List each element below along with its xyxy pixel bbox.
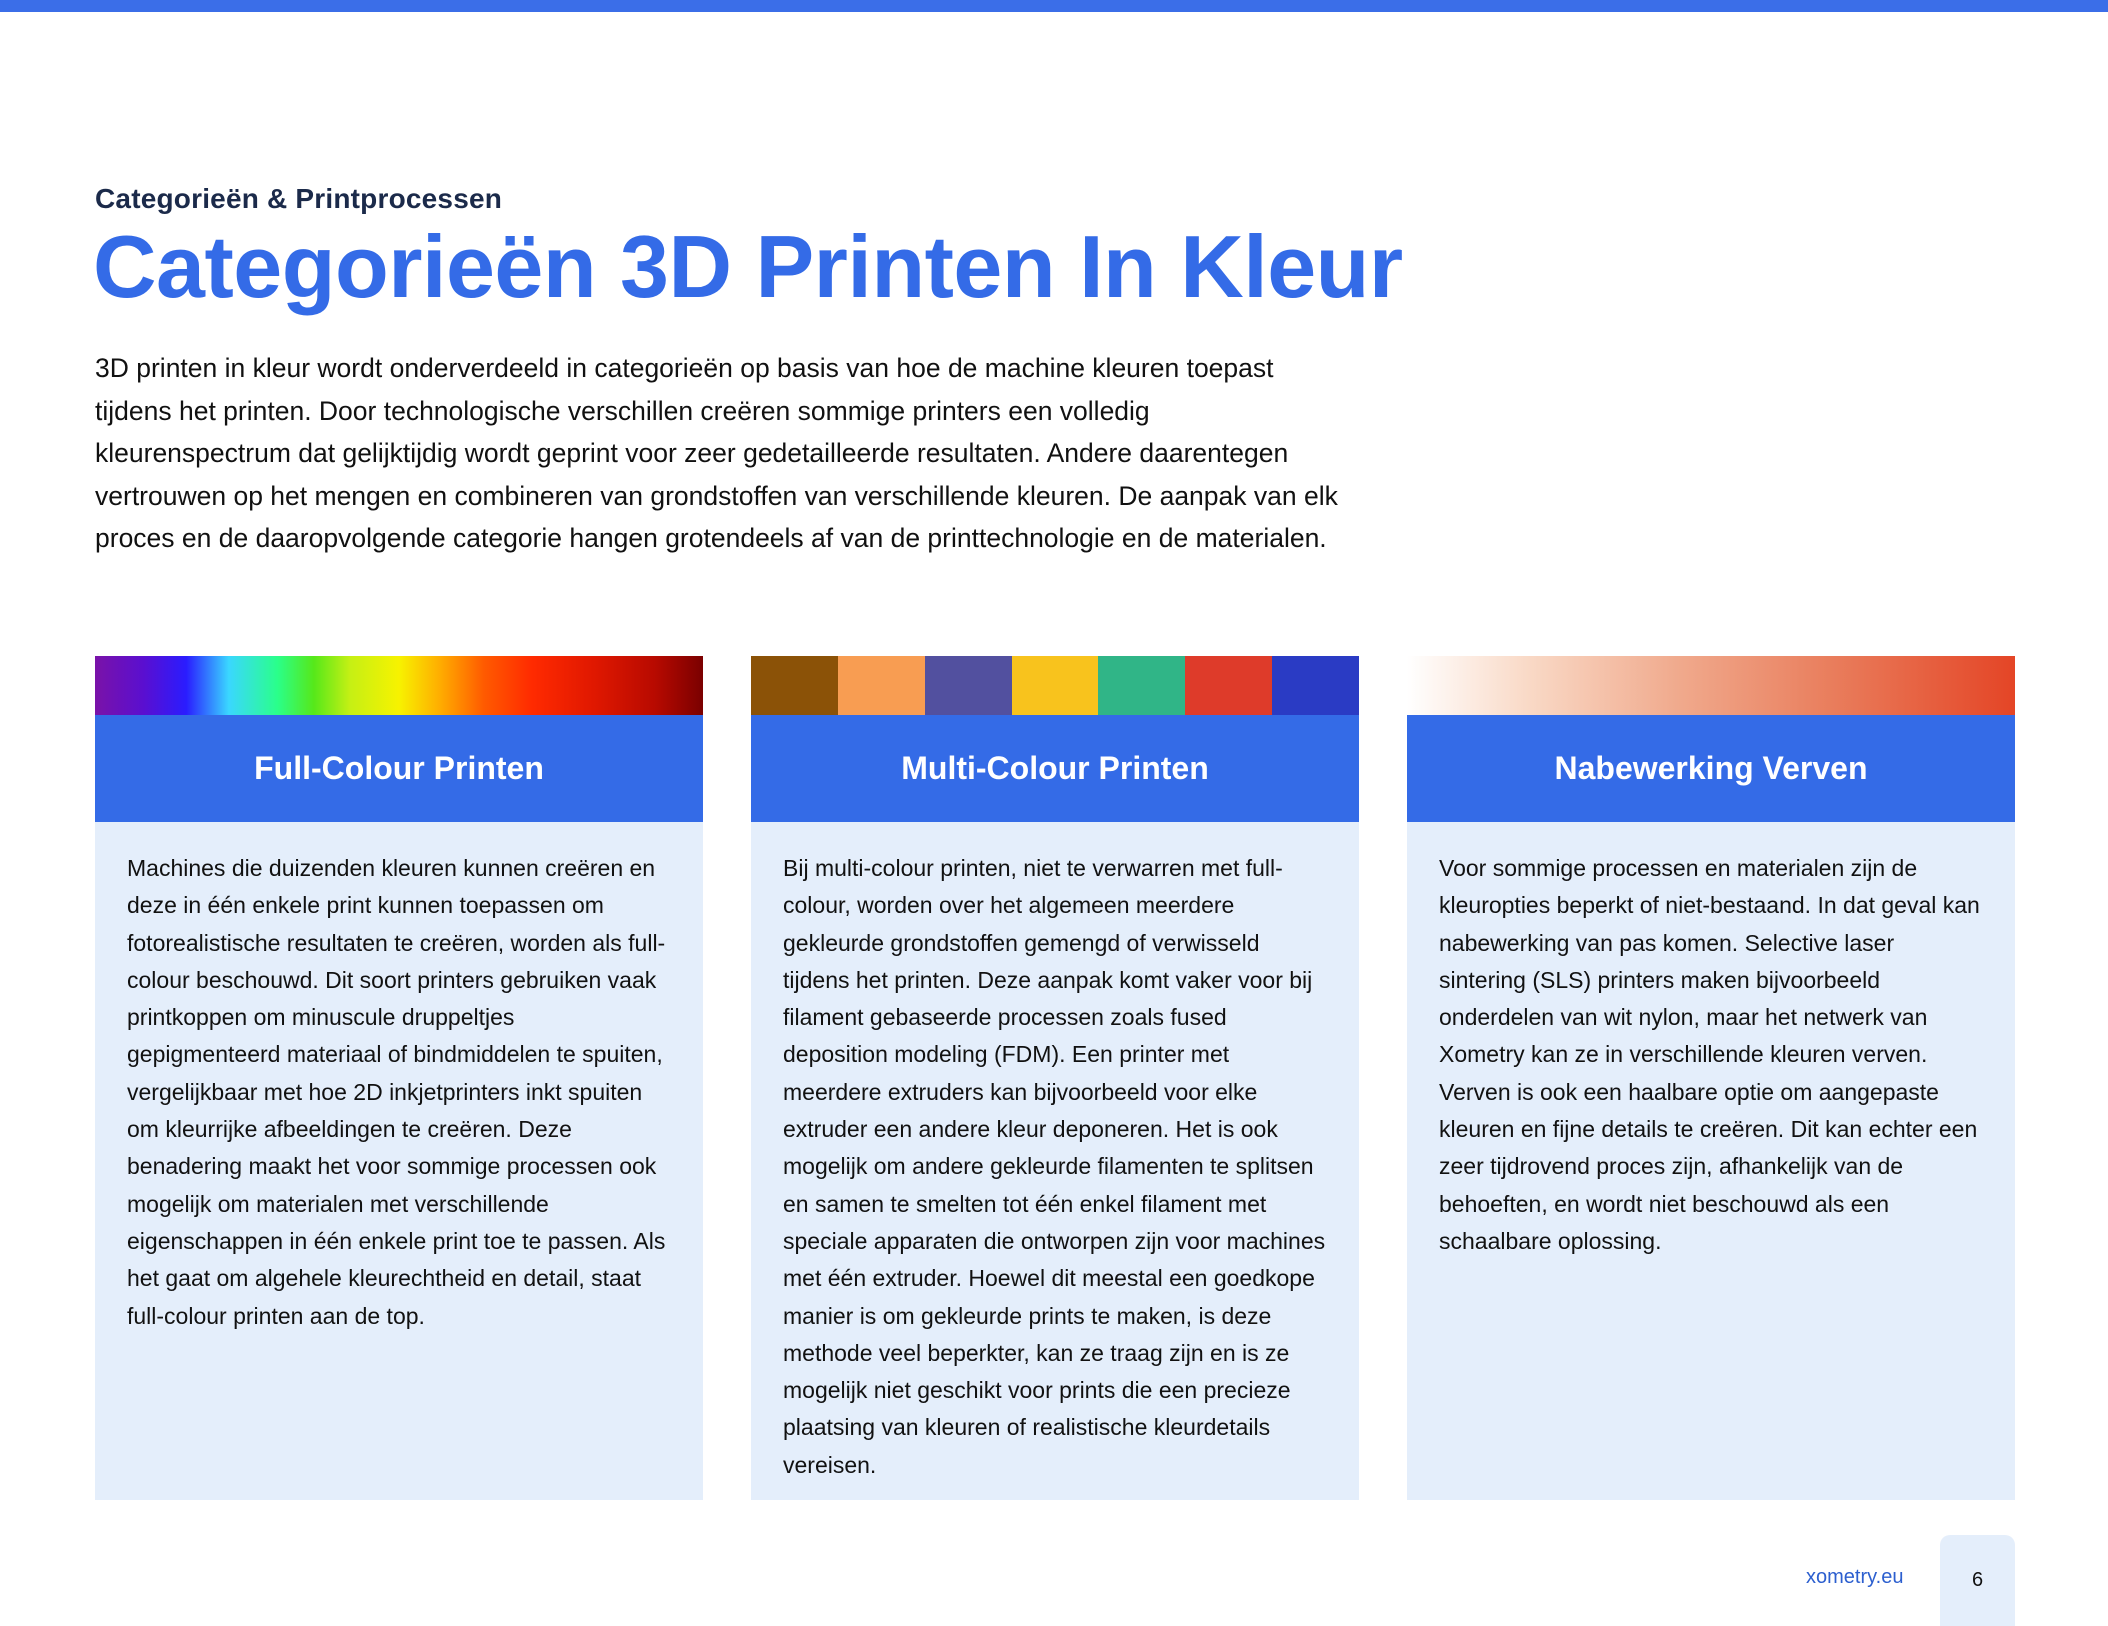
section-eyebrow: Categorieën & Printprocessen: [95, 183, 503, 214]
color-swatch: [925, 656, 1012, 715]
intro-paragraph: 3D printen in kleur wordt onderverdeeld in categorieën op basis van hoe de machine kleuren toepast tijdens het printen. Door technologische verschillen creëren sommige printers een volledig kleurenspectrum dat gelijktijdig wordt geprint voor zeer gedetailleerde resultaten. Andere daarentegen vertrouwen op het mengen en combineren van grondstoffen van verschillende kleuren. De aanpak van elk proces en de daaropvolgende categorie hangen grotendeels af van de printtechnologie en de materialen.: [95, 353, 1338, 553]
color-swatch: [1185, 656, 1272, 715]
color-swatch: [751, 656, 838, 715]
top-accent-bar: [0, 0, 2108, 12]
color-swatch: [1012, 656, 1099, 715]
color-swatch: [838, 656, 925, 715]
color-swatch: [1272, 656, 1359, 715]
color-swatch-strip: [751, 656, 1359, 715]
card-body: Machines die duizenden kleuren kunnen creëren en deze in één enkele print kunnen toepassen om fotorealistische resultaten te creëren, worden als full-colour beschouwd. Dit soort printers gebruiken vaak printkoppen om minuscule druppeltjes gepigmenteerd materiaal of bindmiddelen te spuiten, vergelijkbaar met hoe 2D inkjetprinters inkt spuiten om kleurrijke afbeeldingen te creëren. Deze benadering maakt het voor sommige processen ook mogelijk om materialen met verschillende eigenschappen in één enkele print toe te passen. Als het gaat om algehele kleurechtheid en detail, staat full-colour printen aan de top.: [127, 855, 666, 1329]
card-body: Voor sommige processen en materialen zijn de kleuropties beperkt of niet-bestaand. In dat geval kan nabewerking van pas komen. Selective laser sintering (SLS) printers maken bijvoorbeeld onderdelen van wit nylon, maar het netwerk van Xometry kan ze in verschillende kleuren verven. Verven is ook een haalbare optie om aangepaste kleuren en fijne details te creëren. Dit kan echter een zeer tijdrovend proces zijn, afhankelijk van de behoeften, en wordt niet beschouwd als een schaalbare oplossing.: [1439, 855, 1980, 1254]
card-multi-colour: [751, 656, 1359, 1500]
card-title: Multi-Colour Printen: [751, 715, 1359, 822]
rainbow-gradient-strip: [95, 656, 703, 715]
page-number: 6: [1940, 1535, 2015, 1626]
footer-website-link[interactable]: xometry.eu: [1806, 1566, 1904, 1588]
color-swatch: [1098, 656, 1185, 715]
card-body: Bij multi-colour printen, niet te verwarren met full-colour, worden over het algemeen meerdere gekleurde grondstoffen gemengd of verwisseld tijdens het printen. Deze aanpak komt vaker voor bij filament gebaseerde processen zoals fused deposition modeling (FDM). Een printer met meerdere extruders kan bijvoorbeeld voor elke extruder een andere kleur deponeren. Het is ook mogelijk om andere gekleurde filamenten te splitsen en samen te smelten tot één enkel filament met speciale apparaten die ontworpen zijn voor machines met één extruder. Hoewel dit meestal een goedkope manier is om gekleurde prints te maken, is deze methode veel beperkter, kan ze traag zijn en is ze mogelijk niet geschikt voor prints die een precieze plaatsing van kleuren of realistische kleurdetails vereisen.: [783, 855, 1326, 1478]
card-full-colour: [95, 656, 703, 1500]
card-title: Full-Colour Printen: [95, 715, 703, 822]
card-post-processing-dye: [1407, 656, 2015, 1500]
page-title: Categorieën 3D Printen In Kleur: [93, 217, 1403, 316]
card-title: Nabewerking Verven: [1407, 715, 2015, 822]
fade-gradient-strip: [1407, 656, 2015, 715]
